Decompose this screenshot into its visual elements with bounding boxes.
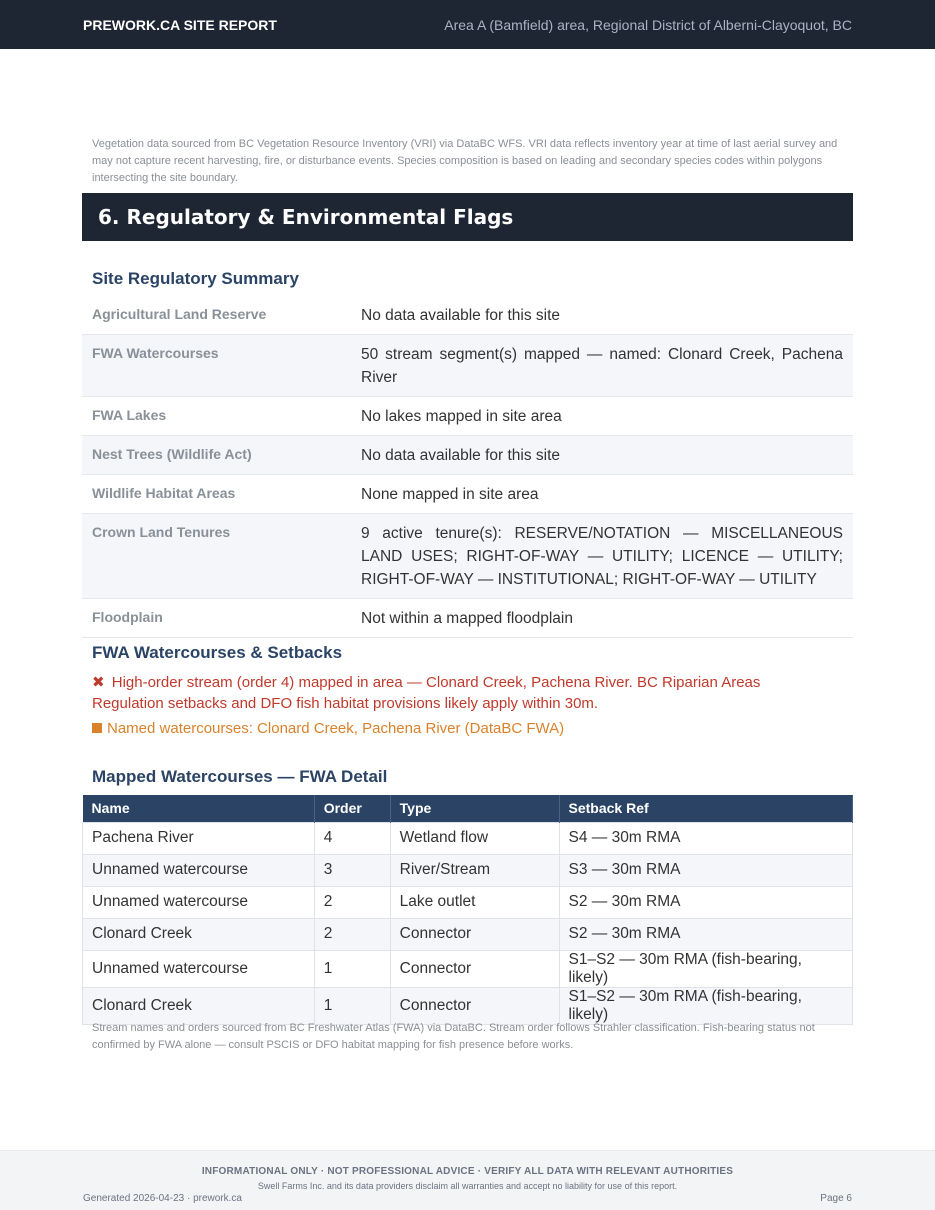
summary-row <box>82 599 853 638</box>
cell-order: 1 <box>314 950 390 987</box>
high-order-stream-alert <box>92 672 812 714</box>
cell-type: Connector <box>390 918 559 950</box>
page-number: Page 6 <box>820 1193 852 1204</box>
cell-type: Lake outlet <box>390 886 559 918</box>
cell-name: Unnamed watercourse <box>83 950 315 987</box>
table-row <box>83 950 853 987</box>
fwa-source-note: Stream names and orders sourced from BC Freshwater Atlas (FWA) via DataBC. Stream order follows Strahler classification. Fish-bearing status not confirmed by FWA alone — consult PSCIS or DFO habitat mapping for fish presence before works. <box>92 1022 815 1051</box>
watercourses-heading: FWA Watercourses & Setbacks <box>92 643 343 662</box>
column-header-setback: Setback Ref <box>559 795 853 822</box>
warning-square-icon <box>92 723 102 733</box>
summary-row <box>82 335 853 397</box>
section-title: 6. Regulatory & Environmental Flags <box>82 193 853 241</box>
summary-label: FWA Lakes <box>92 407 167 423</box>
cell-order: 3 <box>314 854 390 886</box>
cell-order: 1 <box>314 987 390 1024</box>
cell-type: Connector <box>390 950 559 987</box>
table-header-row <box>83 795 853 822</box>
cell-setback: S1–S2 — 30m RMA (fish-bearing, likely) <box>559 950 853 987</box>
summary-label: Nest Trees (Wildlife Act) <box>92 446 252 462</box>
report-footer <box>0 1150 935 1210</box>
table-row <box>83 918 853 950</box>
report-location: Area A (Bamfield) area, Regional District of Alberni-Clayoquot, BC <box>444 16 852 33</box>
cell-name: Unnamed watercourse <box>83 854 315 886</box>
summary-value: None mapped in site area <box>361 486 539 503</box>
summary-row <box>82 296 853 335</box>
summary-heading: Site Regulatory Summary <box>92 269 299 288</box>
summary-value: No lakes mapped in site area <box>361 408 562 425</box>
cell-order: 4 <box>314 822 390 854</box>
cell-type: Wetland flow <box>390 822 559 854</box>
cell-name: Clonard Creek <box>83 918 315 950</box>
cell-type: Connector <box>390 987 559 1024</box>
summary-label: FWA Watercourses <box>92 345 219 361</box>
cell-name: Clonard Creek <box>83 987 315 1024</box>
summary-label: Agricultural Land Reserve <box>92 306 267 322</box>
cell-name: Unnamed watercourse <box>83 886 315 918</box>
cell-setback: S3 — 30m RMA <box>559 854 853 886</box>
cell-setback: S2 — 30m RMA <box>559 886 853 918</box>
cell-setback: S1–S2 — 30m RMA (fish-bearing, likely) <box>559 987 853 1024</box>
fwa-detail-heading: Mapped Watercourses — FWA Detail <box>92 767 388 786</box>
report-header <box>0 0 935 49</box>
summary-row <box>82 475 853 514</box>
cell-setback: S4 — 30m RMA <box>559 822 853 854</box>
summary-value: No data available for this site <box>361 447 561 464</box>
alert-text: High-order stream (order 4) mapped in area — Clonard Creek, Pachena River. BC Riparian Areas Regulation setbacks and DFO fish habitat provisions likely apply within 30m. <box>92 674 761 712</box>
named-watercourses-flag <box>92 718 812 739</box>
summary-row <box>82 514 853 599</box>
summary-value: No data available for this site <box>361 307 561 324</box>
column-header-name: Name <box>83 795 315 822</box>
footer-liability: Swell Farms Inc. and its data providers disclaim all warranties and accept no liability for use of this report. <box>257 1181 678 1191</box>
cell-setback: S2 — 30m RMA <box>559 918 853 950</box>
table-row <box>83 987 853 1024</box>
column-header-order: Order <box>314 795 390 822</box>
table-row <box>83 822 853 854</box>
cell-type: River/Stream <box>390 854 559 886</box>
footer-generated: Generated 2026-04-23 · prework.ca <box>83 1193 242 1204</box>
cell-name: Pachena River <box>83 822 315 854</box>
watercourse-detail-table <box>82 795 853 1025</box>
summary-value: Not within a mapped floodplain <box>361 610 573 627</box>
report-brand: PREWORK.CA SITE REPORT <box>83 16 277 33</box>
vegetation-source-note: Vegetation data sourced from BC Vegetation Resource Inventory (VRI) via DataBC WFS. VRI data reflects inventory year at time of last aerial survey and may not capture recent harvesting, fire, or disturbance events. Species composition is based on leading and secondary species codes within polygons intersecting the site boundary. <box>92 138 838 184</box>
regulatory-summary-table <box>82 296 853 638</box>
table-row <box>83 886 853 918</box>
summary-label: Floodplain <box>92 609 163 625</box>
column-header-type: Type <box>390 795 559 822</box>
named-watercourses-text: Named watercourses: Clonard Creek, Pachena River (DataBC FWA) <box>107 720 565 737</box>
summary-label: Wildlife Habitat Areas <box>92 485 236 501</box>
summary-row <box>82 397 853 436</box>
table-row <box>83 854 853 886</box>
alert-x-icon: ✖ <box>92 674 105 691</box>
footer-disclaimer: INFORMATIONAL ONLY · NOT PROFESSIONAL ADVICE · VERIFY ALL DATA WITH RELEVANT AUTHORITIES <box>201 1166 734 1177</box>
cell-order: 2 <box>314 886 390 918</box>
summary-row <box>82 436 853 475</box>
summary-value: 9 active tenure(s): RESERVE/NOTATION — MISCELLANEOUS LAND USES; RIGHT-OF-WAY — UTILITY; LICENCE — UTILITY; RIGHT-OF-WAY — INSTITUTIONAL; RIGHT-OF-WAY — UTILITY <box>361 525 843 588</box>
cell-order: 2 <box>314 918 390 950</box>
summary-label: Crown Land Tenures <box>92 524 231 540</box>
summary-value: 50 stream segment(s) mapped — named: Clonard Creek, Pachena River <box>361 346 843 386</box>
